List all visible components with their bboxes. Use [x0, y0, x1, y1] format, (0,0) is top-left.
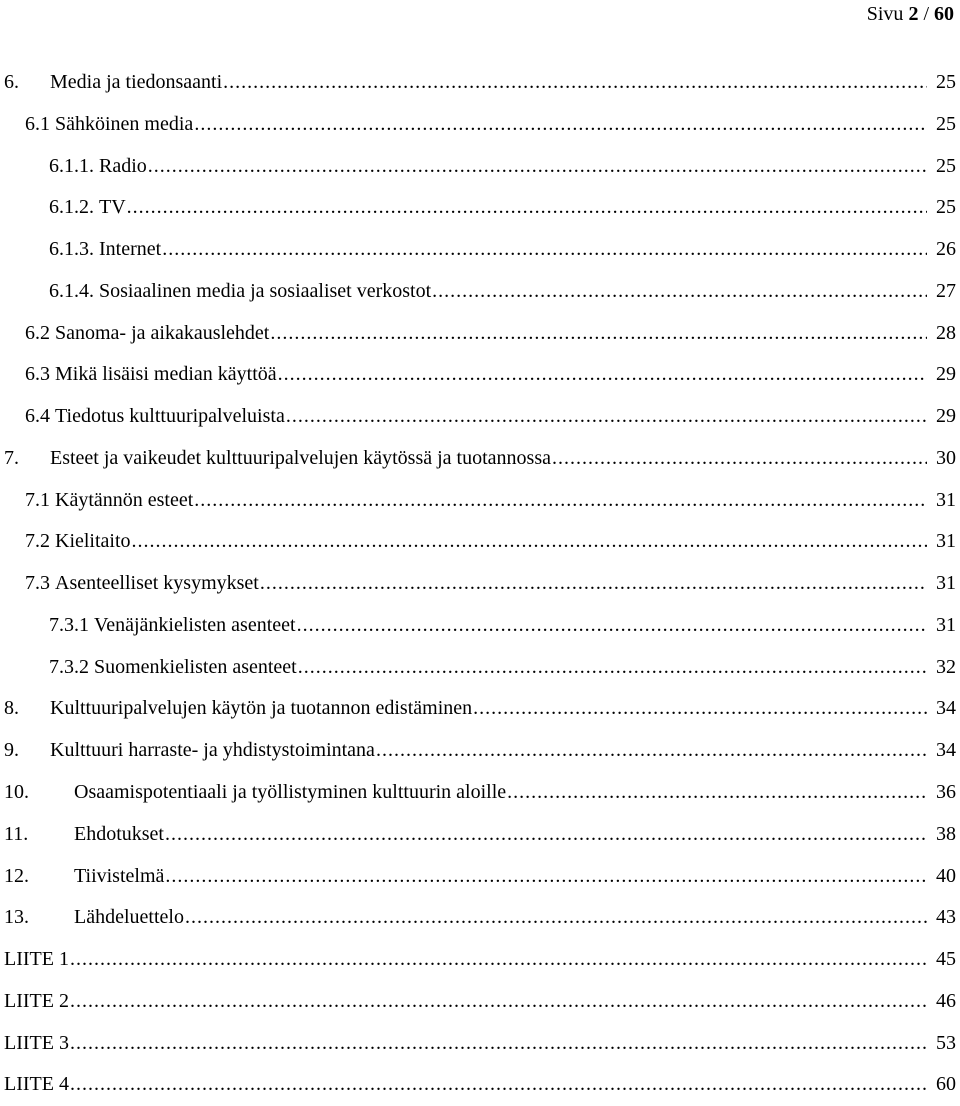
toc-entry[interactable]: [0, 981, 960, 1023]
toc-entry-title: Ehdotukset: [74, 822, 164, 845]
toc-entry[interactable]: [0, 1023, 960, 1065]
toc-entry-title: TV: [99, 196, 126, 219]
page-number-header: [867, 0, 954, 28]
toc-entry[interactable]: [0, 730, 960, 772]
toc-entry-page: 60: [936, 1073, 956, 1096]
toc-dot-leader: [148, 146, 927, 188]
toc-entry[interactable]: [0, 187, 960, 229]
toc-entry-number: 7.1: [25, 488, 50, 511]
toc-dot-leader: [432, 271, 927, 313]
toc-entry-page: 25: [936, 196, 956, 219]
toc-entry-number: 12.: [4, 864, 29, 887]
page-separator: /: [918, 3, 934, 25]
toc-dot-leader: [552, 438, 927, 480]
toc-dot-leader: [70, 939, 927, 981]
toc-entry-number: 13.: [4, 906, 29, 929]
toc-dot-leader: [127, 187, 927, 229]
toc-dot-leader: [260, 563, 927, 605]
toc-dot-leader: [473, 688, 927, 730]
toc-entry-number: 6.2: [25, 321, 50, 344]
toc-entry-title: Lähdeluettelo: [74, 906, 184, 929]
toc-entry-number: 6.1: [25, 112, 50, 135]
toc-entry-number: 7.3: [25, 572, 50, 595]
toc-entry-title: Mikä lisäisi median käyttöä: [55, 363, 277, 386]
toc-entry-page: 34: [936, 739, 956, 762]
toc-dot-leader: [70, 981, 927, 1023]
toc-entry-title: Esteet ja vaikeudet kulttuuripalvelujen käytössä ja tuotannossa: [50, 446, 551, 469]
toc-entry[interactable]: [0, 688, 960, 730]
table-of-contents: [0, 62, 960, 1106]
toc-entry-number: 7.3.2: [49, 655, 89, 678]
toc-entry-page: 43: [936, 906, 956, 929]
toc-entry-page: 29: [936, 405, 956, 428]
toc-entry-number: 11.: [4, 822, 29, 845]
toc-entry-number: 7.: [4, 446, 19, 469]
toc-entry-page: 31: [936, 530, 956, 553]
toc-entry-title: LIITE 3: [4, 1031, 69, 1054]
toc-entry[interactable]: [0, 897, 960, 939]
toc-entry-page: 29: [936, 363, 956, 386]
toc-dot-leader: [165, 856, 927, 898]
toc-entry[interactable]: [0, 814, 960, 856]
toc-entry-number: 8.: [4, 697, 19, 720]
toc-entry-page: 53: [936, 1031, 956, 1054]
toc-dot-leader: [286, 396, 927, 438]
toc-entry-page: 36: [936, 781, 956, 804]
toc-entry[interactable]: [0, 229, 960, 271]
toc-entry-title: Radio: [99, 154, 147, 177]
toc-entry-title: Kulttuuripalvelujen käytön ja tuotannon edistäminen: [50, 697, 473, 720]
total-pages-number: 60: [934, 3, 954, 25]
toc-entry-page: 46: [936, 989, 956, 1012]
toc-entry-page: 31: [936, 613, 956, 636]
toc-entry[interactable]: [0, 396, 960, 438]
toc-dot-leader: [70, 1023, 927, 1065]
toc-entry-title: LIITE 4: [4, 1073, 69, 1096]
toc-entry-title: Media ja tiedonsaanti: [50, 71, 223, 93]
toc-entry-title: Osaamispotentiaali ja työllistyminen kulttuurin aloille: [74, 781, 507, 804]
toc-entry-number: 6.3: [25, 363, 50, 386]
toc-entry[interactable]: [0, 271, 960, 313]
toc-entry-title: LIITE 2: [4, 989, 69, 1012]
toc-entry-number: 6.1.2.: [49, 196, 94, 219]
toc-dot-leader: [270, 313, 927, 355]
toc-entry[interactable]: [0, 146, 960, 188]
toc-entry-page: 31: [936, 572, 956, 595]
toc-entry-page: 25: [936, 112, 956, 135]
toc-entry-title: Kulttuuri harraste- ja yhdistystoimintana: [50, 739, 375, 762]
toc-entry-page: 31: [936, 488, 956, 511]
toc-entry-page: 27: [936, 279, 956, 302]
toc-entry[interactable]: [0, 605, 960, 647]
toc-entry[interactable]: [0, 104, 960, 146]
toc-dot-leader: [194, 104, 927, 146]
toc-entry-number: 6.: [4, 71, 19, 93]
toc-entry[interactable]: [0, 647, 960, 689]
toc-entry[interactable]: [0, 62, 960, 104]
toc-entry-title: Sosiaalinen media ja sosiaaliset verkostot: [99, 279, 432, 302]
toc-entry[interactable]: [0, 1064, 960, 1106]
toc-entry-title: Internet: [99, 238, 162, 261]
toc-dot-leader: [70, 1064, 927, 1106]
toc-entry[interactable]: [0, 521, 960, 563]
toc-entry-title: Tiedotus kulttuuripalveluista: [55, 405, 285, 428]
toc-entry-page: 28: [936, 321, 956, 344]
toc-entry-number: 7.2: [25, 530, 50, 553]
toc-entry-title: Sähköinen media: [55, 112, 194, 135]
toc-entry-page: 34: [936, 697, 956, 720]
toc-entry-number: 10.: [4, 781, 29, 804]
toc-entry[interactable]: [0, 438, 960, 480]
toc-entry-title: Suomenkielisten asenteet: [94, 655, 297, 678]
toc-entry-number: 6.1.4.: [49, 279, 94, 302]
toc-entry-page: 45: [936, 948, 956, 971]
toc-dot-leader: [223, 62, 927, 104]
toc-entry[interactable]: [0, 772, 960, 814]
toc-entry-title: Käytännön esteet: [55, 488, 194, 511]
toc-entry-page: 32: [936, 655, 956, 678]
toc-entry-page: 25: [936, 71, 956, 93]
toc-entry-title: LIITE 1: [4, 948, 69, 971]
toc-entry-number: 6.1.1.: [49, 154, 94, 177]
toc-entry-title: Venäjänkielisten asenteet: [94, 613, 296, 636]
toc-dot-leader: [298, 647, 927, 689]
page-label: Sivu: [866, 3, 909, 25]
toc-entry-title: Kielitaito: [55, 530, 131, 553]
toc-entry[interactable]: [0, 563, 960, 605]
toc-entry-number: 9.: [4, 739, 19, 762]
toc-entry-title: Asenteelliset kysymykset: [55, 572, 259, 595]
toc-entry-title: Sanoma- ja aikakauslehdet: [55, 321, 270, 344]
toc-entry-title: Tiivistelmä: [74, 864, 165, 887]
toc-entry-page: 40: [936, 864, 956, 887]
toc-dot-leader: [376, 730, 927, 772]
toc-dot-leader: [194, 480, 927, 522]
toc-dot-leader: [162, 229, 927, 271]
toc-entry-page: 30: [936, 446, 956, 469]
toc-dot-leader: [165, 814, 927, 856]
toc-dot-leader: [132, 521, 927, 563]
toc-entry-number: 6.4: [25, 405, 50, 428]
current-page-number: 2: [908, 3, 919, 25]
toc-dot-leader: [507, 772, 927, 814]
toc-entry-number: 7.3.1: [49, 613, 89, 636]
toc-entry[interactable]: [0, 354, 960, 396]
toc-entry-number: 6.1.3.: [49, 238, 94, 261]
toc-entry[interactable]: [0, 313, 960, 355]
toc-entry-page: 26: [936, 238, 956, 261]
toc-entry-page: 25: [936, 154, 956, 177]
toc-entry-page: 38: [936, 822, 956, 845]
toc-entry[interactable]: [0, 939, 960, 981]
toc-dot-leader: [185, 897, 927, 939]
toc-dot-leader: [278, 354, 927, 396]
toc-entry[interactable]: [0, 480, 960, 522]
toc-dot-leader: [297, 605, 927, 647]
toc-entry[interactable]: [0, 856, 960, 898]
